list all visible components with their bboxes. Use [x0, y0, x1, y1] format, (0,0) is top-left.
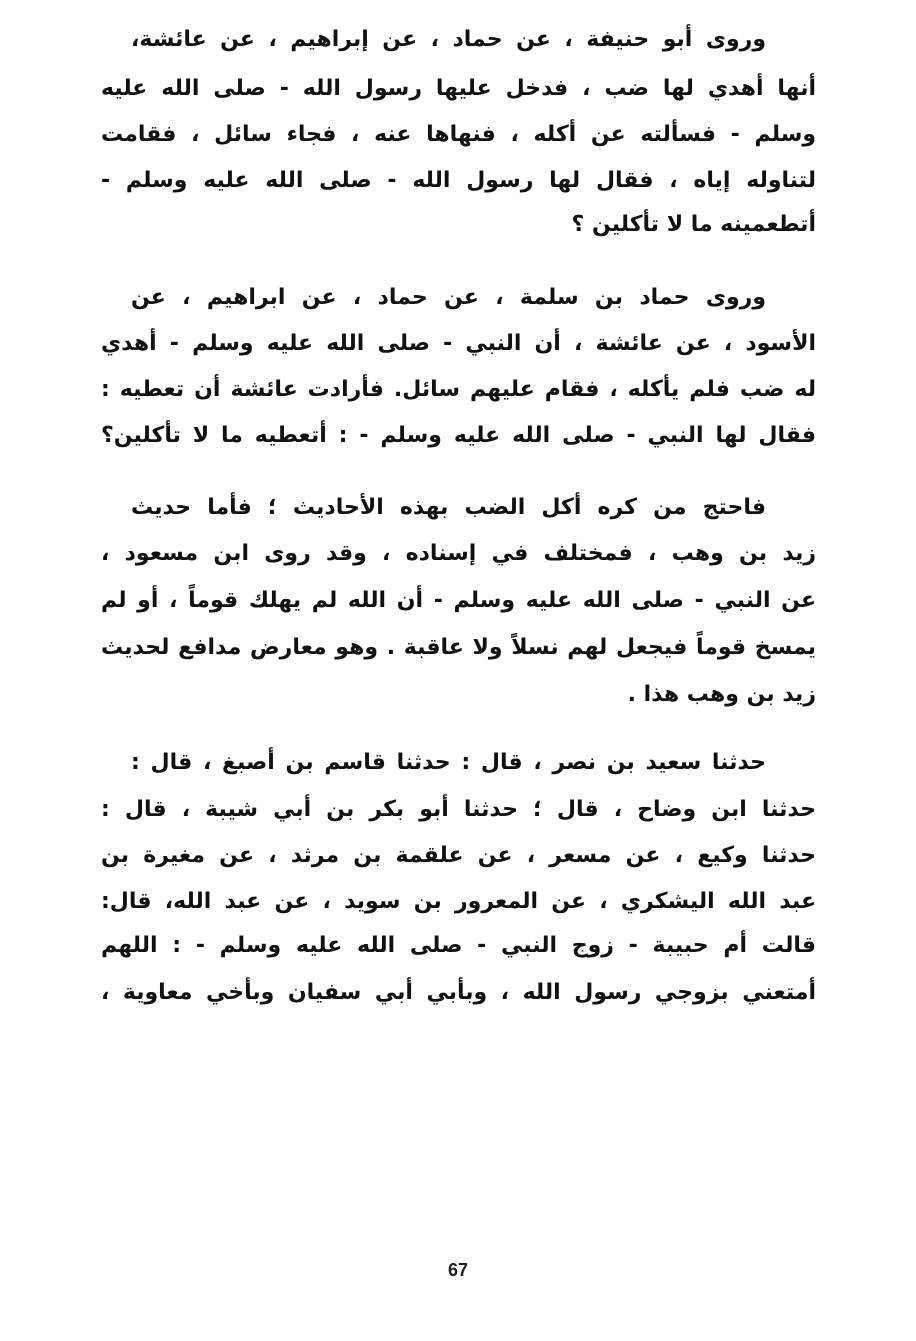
paragraph-4-line-6: أمتعني بزوجي رسول الله ، وبأبي أبي سفيان وبأخي معاوية ، [101, 980, 816, 1005]
paragraph-1-line-3: وسلم - فسألته عن أكله ، فنهاها عنه ، فجاء سائل ، فقامت [101, 122, 816, 147]
paragraph-2-line-4: فقال لها النبي - صلى الله عليه وسلم - : أتعطيه ما لا تأكلين؟ [101, 423, 816, 448]
paragraph-2-line-2: الأسود ، عن عائشة ، أن النبي - صلى الله عليه وسلم - أهدي [101, 331, 816, 356]
paragraph-3-line-2: زيد بن وهب ، فمختلف في إسناده ، وقد روى ابن مسعود ، [101, 541, 816, 566]
page-number: 67 [447, 1260, 469, 1280]
paragraph-4-line-2: حدثنا ابن وضاح ، قال ؛ حدثنا أبو بكر بن أبي شيبة ، قال : [101, 797, 816, 822]
paragraph-1-line-5: أتطعمينه ما لا تأكلين ؟ [571, 212, 816, 237]
paragraph-3-line-3: عن النبي - صلى الله عليه وسلم - أن الله لم يهلك قوماً ، أو لم [101, 588, 816, 613]
paragraph-2-line-3: له ضب فلم يأكله ، فقام عليهم سائل. فأرادت عائشة أن تعطيه : [101, 377, 816, 402]
paragraph-3-line-4: يمسخ قوماً فيجعل لهم نسلاً ولا عاقبة . وهو معارض مدافع لحديث [101, 635, 816, 660]
paragraph-2-line-1: وروى حماد بن سلمة ، عن حماد ، عن ابراهيم ، عن [131, 285, 766, 310]
paragraph-1-line-1: وروى أبو حنيفة ، عن حماد ، عن إبراهيم ، عن عائشة، [131, 27, 766, 52]
paragraph-4-line-4: عبد الله اليشكري ، عن المعرور بن سويد ، عن عبد الله، قال: [101, 889, 816, 914]
paragraph-1-line-2: أنها أهدي لها ضب ، فدخل عليها رسول الله - صلى الله عليه [101, 76, 816, 101]
paragraph-4-line-1: حدثنا سعيد بن نصر ، قال : حدثنا قاسم بن أصبغ ، قال : [131, 750, 766, 775]
paragraph-4-line-5: قالت أم حبيبة - زوج النبي - صلى الله عليه وسلم - : اللهم [101, 933, 816, 958]
paragraph-1-line-4: لتناوله إياه ، فقال لها رسول الله - صلى الله عليه وسلم - [101, 168, 816, 193]
paragraph-3-line-5: زيد بن وهب هذا . [627, 682, 816, 707]
paragraph-4-line-3: حدثنا وكيع ، عن مسعر ، عن علقمة بن مرثد ، عن مغيرة بن [101, 843, 816, 868]
paragraph-3-line-1: فاحتج من كره أكل الضب بهذه الأحاديث ؛ فأما حديث [131, 495, 766, 520]
